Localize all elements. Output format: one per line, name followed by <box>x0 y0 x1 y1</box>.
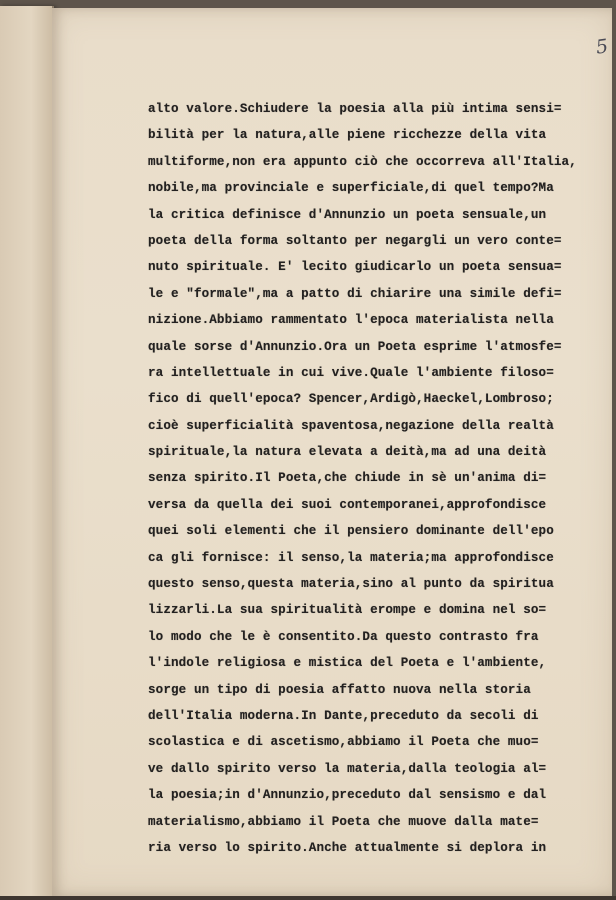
text-line: ra intellettuale in cui vive.Quale l'ambiente filoso= <box>148 365 554 380</box>
scan-bottom-edge <box>0 896 616 900</box>
previous-page-edge <box>0 6 54 898</box>
text-line: poeta della forma soltanto per negargli un vero conte= <box>148 233 562 248</box>
text-line: quale sorse d'Annunzio.Ora un Poeta esprime l'atmosfe= <box>148 339 562 354</box>
text-line: quei soli elementi che il pensiero dominante dell'epo <box>148 524 554 539</box>
page-number: 5 <box>594 35 610 59</box>
text-line: spirituale,la natura elevata a deità,ma ad una deità <box>148 445 547 460</box>
text-line: bilità per la natura,alle piene ricchezze della vita <box>148 128 547 143</box>
text-line: alto valore.Schiudere la poesia alla più intima sensi= <box>148 102 562 116</box>
text-line: cioè superficialità spaventosa,negazione della realtà <box>148 418 554 433</box>
text-line: ria verso lo spirito.Anche attualmente si deplora in <box>148 840 547 855</box>
text-line: ca gli fornisce: il senso,la materia;ma approfondisce <box>148 550 554 565</box>
text-line: sorge un tipo di poesia affatto nuova nella storia <box>148 682 531 697</box>
text-line: la poesia;in d'Annunzio,preceduto dal sensismo e dal <box>148 788 547 803</box>
text-line: l'indole religiosa e mistica del Poeta e l'ambiente, <box>148 656 547 671</box>
text-line: le e "formale",ma a patto di chiarire una simile defi= <box>148 286 562 301</box>
text-line: multiforme,non era appunto ciò che occorreva all'Italia, <box>148 154 577 169</box>
text-line: lizzarli.La sua spiritualità erompe e domina nel so= <box>148 603 547 618</box>
body-text <box>148 96 588 861</box>
text-line: nizione.Abbiamo rammentato l'epoca materialista nella <box>148 313 554 328</box>
text-line: materialismo,abbiamo il Poeta che muove dalla mate= <box>148 814 539 829</box>
text-line: senza spirito.Il Poeta,che chiude in sè un'anima di= <box>148 471 547 486</box>
text-line: ve dallo spirito verso la materia,dalla teologia al= <box>148 761 547 776</box>
text-line: scolastica e di ascetismo,abbiamo il Poeta che muo= <box>148 735 539 750</box>
text-line: fico di quell'epoca? Spencer,Ardigò,Haeckel,Lombroso; <box>148 392 554 407</box>
text-line: lo modo che le è consentito.Da questo contrasto fra <box>148 629 539 644</box>
text-line: versa da quella dei suoi contemporanei,approfondisce <box>148 497 547 512</box>
text-line: dell'Italia moderna.In Dante,preceduto da secoli di <box>148 708 539 723</box>
text-line: nuto spirituale. E' lecito giudicarlo un poeta sensua= <box>148 260 562 275</box>
text-line: questo senso,questa materia,sino al punto da spiritua <box>148 577 554 592</box>
text-line: nobile,ma provinciale e superficiale,di quel tempo?Ma <box>148 181 554 196</box>
text-line: la critica definisce d'Annunzio un poeta sensuale,un <box>148 207 547 222</box>
